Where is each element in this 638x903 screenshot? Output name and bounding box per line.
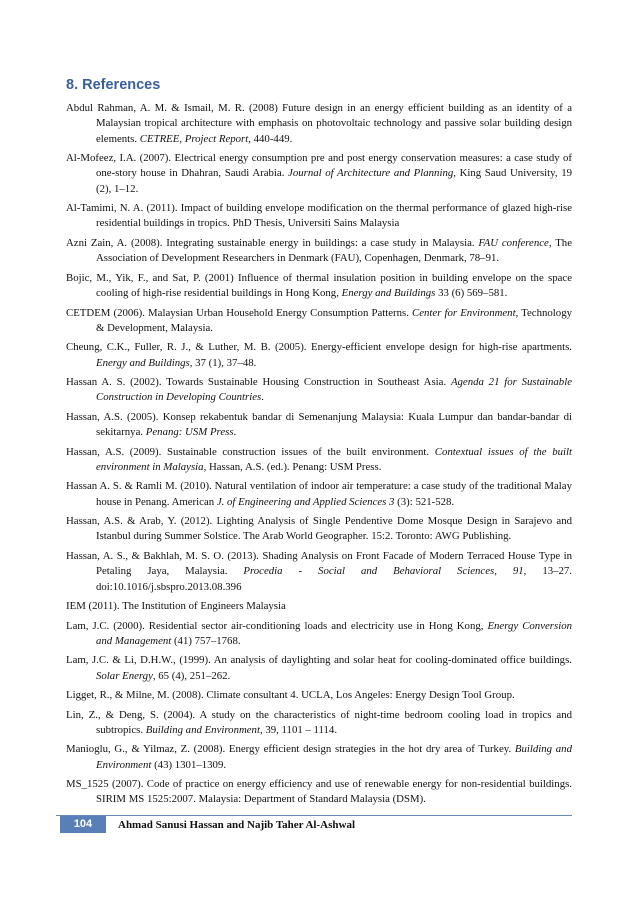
reference-text: (43) 1301–1309. (151, 758, 227, 771)
reference-italic-text: 91 (512, 565, 524, 578)
reference-entry (66, 410, 572, 441)
reference-entry (66, 599, 572, 614)
reference-italic-text: Building and Environment (96, 743, 572, 771)
reference-entry (66, 742, 572, 773)
section-title: 8. References (66, 77, 161, 93)
reference-entry (66, 479, 572, 510)
reference-italic-text: FAU conference (478, 236, 549, 249)
reference-italic-text: CETREE, Project Report (139, 132, 249, 145)
reference-entry (66, 201, 572, 232)
reference-entry (66, 151, 572, 197)
reference-text: Azni Zain, A. (2008). Integrating sustainable energy in buildings: a case study in Malaysia. (66, 236, 479, 249)
reference-text: Hassan, A.S. & Arab, Y. (2012). Lighting Analysis of Single Pendentive Dome Mosque Design in Sarajevo and Istanbul during Summer Solstice. The Arab World Geographer. 15:2. Toronto: AWG Publishing. (66, 515, 572, 543)
reference-text: , Technology & Development, Malaysia. (96, 306, 572, 334)
reference-italic-text: Energy and Buildings (341, 287, 436, 300)
reference-text: , 39, 1101 – 1114. (259, 723, 338, 736)
reference-text: , Hassan, A.S. (ed.). Penang: USM Press. (203, 460, 382, 473)
reference-text: , 37 (1), 37–48. (189, 356, 257, 369)
reference-text: , 13–27. doi:10.1016/j.sbspro.2013.08.396 (96, 565, 573, 593)
reference-italic-text: Energy and Buildings (96, 356, 190, 369)
reference-italic-text: Contextual issues of the built environment in Malaysia (96, 445, 572, 473)
reference-entry (66, 653, 572, 684)
reference-text: Hassan, A. S., & Bakhlah, M. S. O. (2013). Shading Analysis on Front Facade of Modern Terraced House Type in Petaling Jaya, Malaysia. (66, 549, 572, 578)
reference-entry (66, 340, 572, 371)
reference-text: Lam, J.C. (2000). Residential sector air-conditioning loads and electricity use in Hong Kong, (66, 619, 488, 632)
reference-text: . (233, 426, 237, 439)
reference-entry (66, 708, 572, 739)
footer-authors: Ahmad Sanusi Hassan and Najib Taher Al-Ashwal (118, 819, 355, 831)
page-number: 104 (60, 816, 106, 833)
reference-entry (66, 445, 572, 476)
reference-italic-text: Agenda 21 for Sustainable Construction in Developing Countries (96, 376, 572, 404)
reference-text: , 440-449. (248, 132, 293, 145)
reference-text: Al-Tamimi, N. A. (2011). Impact of building envelope modification on the thermal performance of glazed high-rise residential buildings in tropics. PhD Thesis, Universiti Sains Malaysia (66, 202, 572, 230)
reference-italic-text: Center for Environment (412, 306, 516, 319)
reference-entry (66, 375, 572, 406)
reference-text: Abdul Rahman, A. M. & Ismail, M. R. (2008) Future design in an energy efficient building as an identity of a Malaysian tropical architecture with emphasis on photovoltaic technology and passive solar building design elements. (66, 102, 572, 145)
reference-text: , King Saud University, 19 (2), 1–12. (96, 167, 572, 195)
reference-entry (66, 777, 572, 808)
reference-italic-text: Penang: USM Press (145, 426, 234, 439)
reference-text: Hassan, A.S. (2005). Konsep rekabentuk bandar di Semenanjung Malaysia: Kuala Lumpur dan bandar-bandar di sekitarnya. (66, 410, 572, 439)
reference-text: CETDEM (2006). Malaysian Urban Household Energy Consumption Patterns. (66, 306, 413, 319)
reference-text: Al-Mofeez, I.A. (2007). Electrical energy consumption pre and post energy conservation measures: a case study of one-story house in Dhahran, Saudi Arabia. (66, 152, 572, 180)
reference-text: Bojic, M., Yik, F., and Sat, P. (2001) Influence of thermal insulation position in building envelope on the space cooling of high-rise residential buildings in Hong Kong, (66, 271, 572, 300)
reference-text: Cheung, C.K., Fuller, R. J., & Luther, M. B. (2005). Energy-efficient envelope design for high-rise apartments. (66, 341, 572, 354)
reference-entry (66, 101, 572, 147)
reference-entry (66, 619, 572, 650)
reference-entry (66, 271, 572, 302)
reference-text: Lam, J.C. & Li, D.H.W., (1999). An analysis of daylighting and solar heat for cooling-dominated office buildings. (66, 654, 572, 667)
reference-italic-text: Building and Environment (145, 723, 260, 736)
reference-entry (66, 688, 572, 703)
reference-text: Lin, Z., & Deng, S. (2004). A study on the characteristics of night-time bedroom cooling load in tropics and subtropics. (66, 708, 572, 736)
reference-text: Manioglu, G., & Yilmaz, Z. (2008). Energy efficient design strategies in the hot dry area of Turkey. (66, 743, 515, 756)
reference-list (66, 101, 572, 812)
reference-italic-text: Procedia - Social and Behavioral Sciences (243, 565, 495, 578)
reference-text: Hassan A. S. & Ramli M. (2010). Natural ventilation of indoor air temperature: a case study of the traditional Malay house in Penang. American (66, 480, 572, 508)
reference-italic-text: Journal of Architecture and Planning (288, 167, 454, 180)
reference-entry (66, 514, 572, 545)
reference-text: IEM (2011). The Institution of Engineers Malaysia (66, 600, 286, 613)
reference-entry (66, 306, 572, 337)
reference-text: , 65 (4), 251–262. (152, 669, 231, 682)
reference-italic-text: Energy Conversion and Management (96, 619, 572, 647)
reference-entry (66, 236, 572, 267)
reference-text: (3): 521-528. (394, 495, 455, 508)
reference-text: Ligget, R., & Milne, M. (2008). Climate consultant 4. UCLA, Los Angeles: Energy Design Tool Group. (66, 689, 515, 702)
reference-italic-text: Solar Energy (96, 669, 153, 682)
reference-text: , The Association of Development Researchers in Denmark (FAU), Copenhagen, Denmark, 78–91. (96, 236, 572, 265)
reference-text: . (261, 391, 264, 404)
reference-text: MS_1525 (2007). Code of practice on energy efficiency and use of renewable energy for non-residential buildings. SIRIM MS 1525:2007. Malaysia: Department of Standard Malaysia (DSM). (66, 778, 572, 806)
reference-text: Hassan, A.S. (2009). Sustainable construction issues of the built environment. (66, 445, 435, 458)
reference-text: (41) 757–1768. (171, 634, 241, 647)
reference-text: 33 (6) 569–581. (435, 287, 508, 300)
reference-text: , (494, 565, 513, 578)
reference-entry (66, 549, 572, 595)
reference-italic-text: J. of Engineering and Applied Sciences 3 (216, 495, 395, 508)
page-footer (56, 815, 572, 834)
reference-text: Hassan A. S. (2002). Towards Sustainable Housing Construction in Southeast Asia. (66, 376, 451, 389)
